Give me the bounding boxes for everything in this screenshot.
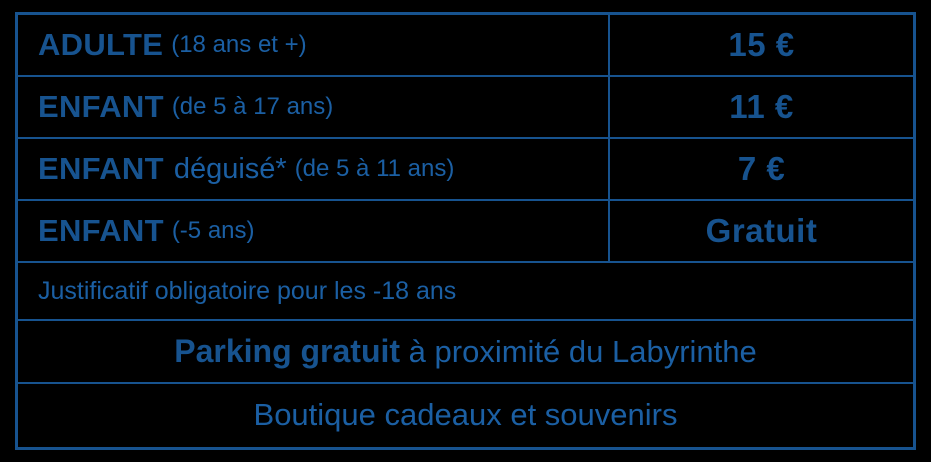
table-row bbox=[18, 15, 913, 77]
rate-price-cell bbox=[608, 15, 913, 75]
rate-price-cell bbox=[608, 77, 913, 137]
footer-normal: Boutique cadeaux et souvenirs bbox=[253, 396, 678, 432]
rate-detail: (de 5 à 17 ans) bbox=[171, 93, 334, 120]
table-row bbox=[18, 77, 913, 139]
rate-category: ADULTE bbox=[38, 27, 164, 62]
rate-detail: (18 ans et +) bbox=[171, 31, 307, 58]
rate-label-cell bbox=[18, 77, 608, 137]
note-text: Justificatif obligatoire pour les -18 ans bbox=[38, 276, 457, 305]
footer-row-boutique bbox=[18, 384, 913, 445]
rate-price-cell bbox=[608, 201, 913, 261]
rate-label-cell bbox=[18, 139, 608, 199]
rate-qualifier: déguisé* bbox=[173, 152, 287, 185]
pricing-table bbox=[15, 12, 916, 450]
footer-line bbox=[174, 333, 757, 370]
rate-label-cell bbox=[18, 201, 608, 261]
table-row bbox=[18, 201, 913, 263]
table-row bbox=[18, 139, 913, 201]
footer-normal: à proximité du Labyrinthe bbox=[400, 334, 757, 369]
note-row bbox=[18, 263, 913, 321]
rate-detail: (de 5 à 11 ans) bbox=[294, 155, 455, 182]
rate-detail: (-5 ans) bbox=[171, 217, 255, 244]
rate-category: ENFANT bbox=[38, 213, 164, 248]
rate-price-cell bbox=[608, 139, 913, 199]
rate-price: 7 € bbox=[737, 150, 786, 187]
footer-row-parking bbox=[18, 321, 913, 384]
rate-price: 15 € bbox=[728, 26, 795, 63]
rate-price: Gratuit bbox=[705, 212, 818, 249]
rate-price: 11 € bbox=[729, 88, 794, 125]
footer-line bbox=[254, 397, 678, 433]
footer-strong: Parking gratuit bbox=[174, 333, 401, 369]
rate-label-cell bbox=[18, 15, 608, 75]
rate-category: ENFANT bbox=[38, 89, 164, 124]
rate-category: ENFANT bbox=[38, 151, 164, 186]
